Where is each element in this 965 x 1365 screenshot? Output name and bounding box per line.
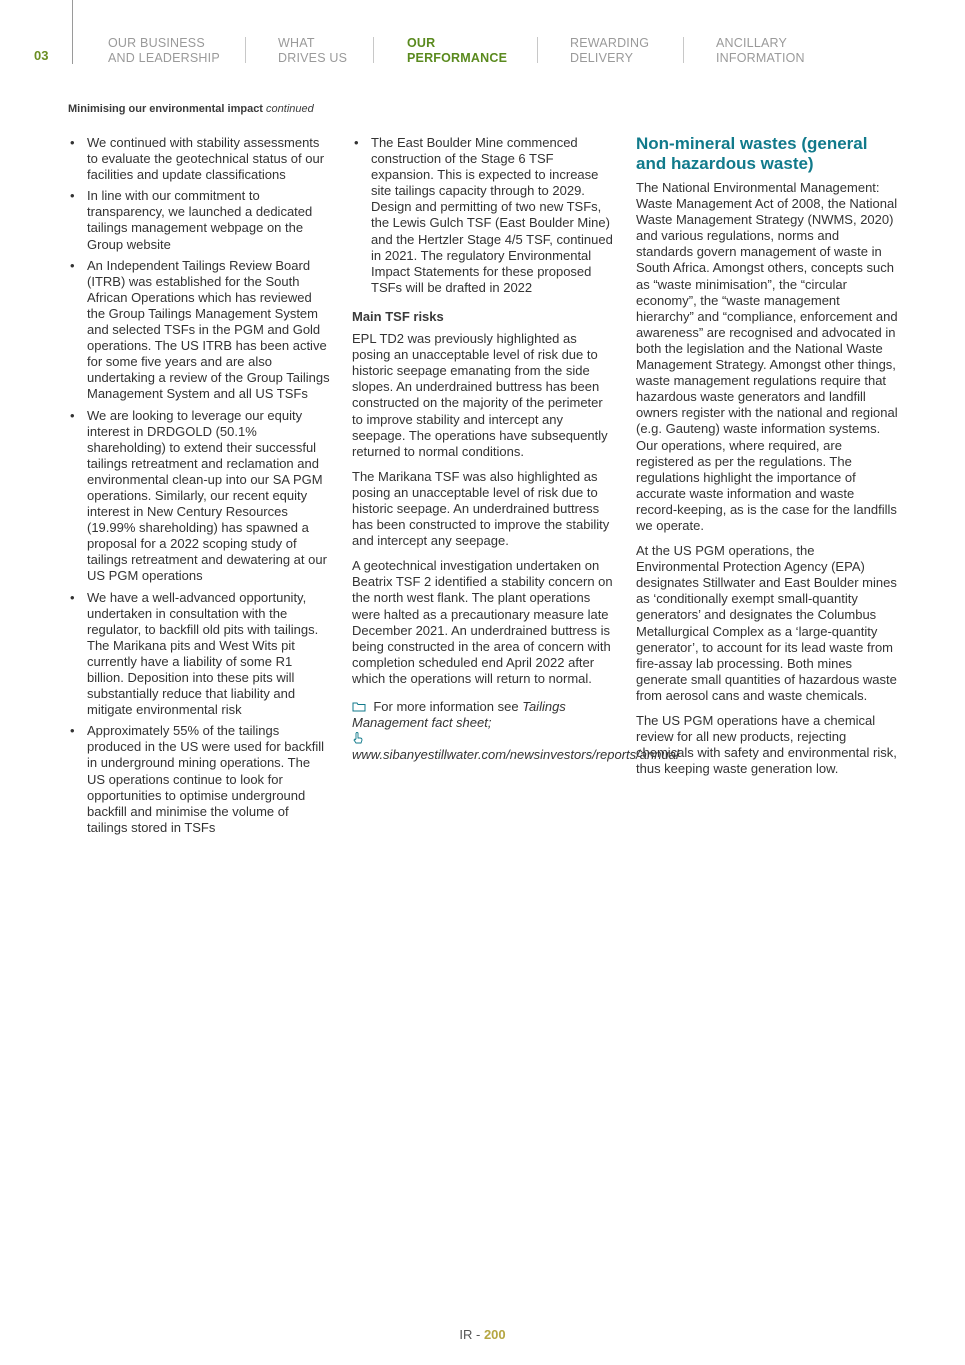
- list-item: • We have a well-advanced opportunity, undertaken in consultation with the regulator, to backfill old pits with tailings. The Marikana pits and West Wits pit currently have a liability of some R1 billion. Deposition into these pits will substantially reduce that liability and mitigate environmental risk: [68, 590, 330, 719]
- page-header: [0, 0, 965, 90]
- column-2: [352, 135, 679, 763]
- heading-non-mineral-wastes: Non-mineral wastes (general and hazardous waste): [636, 134, 868, 173]
- nav-label: OUR: [407, 36, 436, 50]
- nav-label: AND LEADERSHIP: [108, 51, 220, 65]
- section-title: [68, 103, 314, 115]
- list-item: • The East Boulder Mine commenced construction of the Stage 6 TSF expansion. This is expected to increase site tailings capacity through to 2029. Design and permitting of two new TSFs, the Lewis Gulch TSF (East Boulder Mine) and the Hertzler Stage 4/5 TSF, continued in 2021. The regulatory Environmental Impact Statements for these proposed TSFs will be drafted in 2022: [352, 135, 614, 296]
- nav-rewarding-delivery[interactable]: [570, 36, 649, 66]
- section-title-continued: continued: [266, 103, 314, 115]
- paragraph: A geotechnical investigation undertaken on Beatrix TSF 2 identified a stability concern on the north west flank. The plant operations were halted as a precautionary measure late December 2021. An underdrained buttress is being constructed in the area of concern with completion scheduled end April 2022 after which the operations will return to normal.: [352, 558, 613, 686]
- nav-label: DRIVES US: [278, 51, 348, 65]
- list-item: • Approximately 55% of the tailings produced in the US were used for backfill in underground mining operations. The US operations continue to look for opportunities to optimise underground backfill and minimise the volume of tailings stored in TSFs: [68, 723, 330, 836]
- column-1: [68, 135, 330, 841]
- paragraph: The US PGM operations have a chemical review for all new products, rejecting chemicals with safety and environmental risk, thus keeping waste generation low.: [636, 713, 897, 777]
- nav-label: DELIVERY: [570, 51, 634, 65]
- folder-icon: [352, 700, 369, 714]
- nav-our-business[interactable]: [108, 36, 220, 66]
- more-info-block: [352, 699, 679, 763]
- nav-label: OUR BUSINESS: [108, 36, 205, 50]
- nav-ancillary-information[interactable]: [716, 36, 805, 66]
- list-item: • We continued with stability assessments to evaluate the geotechnical status of our facilities and update classifications: [68, 135, 330, 183]
- column-3: [636, 134, 898, 786]
- page-footer: [0, 1327, 965, 1342]
- paragraph: EPL TD2 was previously highlighted as posing an unacceptable level of risk due to historic seepage emanating from the side slopes. An underdrained buttress has been constructed on the majority of the perimeter to improve stability and intercept any seepage. The operations have subsequently returned to normal conditions.: [352, 331, 608, 459]
- nav-separator: [683, 37, 684, 63]
- website-link-text: www.sibanyestillwater.com/newsinvestors/reports/annual: [352, 747, 679, 763]
- fact-sheet-link[interactable]: Tailings Management fact sheet;: [352, 699, 566, 731]
- list-item: • An Independent Tailings Review Board (ITRB) was established for the South African Operations which has reviewed the Group Tailings Management System and selected TSFs in the PGM and Gold operations. The US ITRB has been active for some five years and are also undertaking a review of the Group Tailings Management System and all US TSFs: [68, 258, 330, 403]
- list-item: • We are looking to leverage our equity interest in DRDGOLD (50.1% shareholding) to extend their successful tailings retreatment and reclamation and environmental clean-up into our SA PGM operations. Similarly, our recent equity interest in New Century Resources (19.99% shareholding) has spawned a proposal for a 2022 scoping study of tailings retreatment and dewatering at our US PGM operations: [68, 408, 330, 585]
- subheading-main-tsf-risks: Main TSF risks: [352, 308, 444, 324]
- nav-label: PERFORMANCE: [407, 51, 508, 65]
- more-info-prefix: For more information see: [373, 699, 519, 714]
- footer-prefix: IR -: [459, 1327, 481, 1342]
- pointer-icon: [352, 732, 363, 746]
- list-item: • In line with our commitment to transparency, we launched a dedicated tailings management webpage on the Group website: [68, 188, 330, 252]
- header-divider: [72, 0, 73, 64]
- nav-label: INFORMATION: [716, 51, 805, 65]
- nav-our-performance[interactable]: [407, 36, 507, 66]
- nav-what-drives-us[interactable]: [278, 36, 347, 66]
- website-link[interactable]: [352, 731, 679, 763]
- section-title-text: Minimising our environmental impact: [68, 103, 263, 115]
- nav-label: ANCILLARY: [716, 36, 788, 50]
- paragraph: The Marikana TSF was also highlighted as posing an unacceptable level of risk due to historic seepage. An underdrained buttress has been constructed to improve the stability and intercept any seepage.: [352, 468, 610, 549]
- page-number: 200: [483, 1327, 506, 1342]
- paragraph: The National Environmental Management: Waste Management Act of 2008, the National Waste Management Strategy (NWMS, 2020) and various regulations, norms and standards govern management of waste in South Africa. Amongst others, concepts such as “waste minimisation”, the “circular economy”, the “waste management hierarchy” and “compliance, enforcement and awareness” are recognised and advocated in both the legislation and the National Waste Management Strategy. Amongst other things, waste management regulations require that hazardous waste generators and landfill owners register with the national and regional (e.g. Gauteng) waste information systems. Our operations, where required, are registered as per the regulations. The regulations highlight the importance of accurate waste information and waste record-keeping, as is the case for the landfills we operate.: [636, 180, 898, 533]
- nav-label: REWARDING: [570, 36, 650, 50]
- nav-separator: [537, 37, 538, 63]
- bullet-list: [68, 135, 330, 836]
- section-number: 03: [34, 48, 49, 63]
- nav-label: WHAT: [278, 36, 315, 50]
- nav-separator: [373, 37, 374, 63]
- nav-separator: [245, 37, 246, 63]
- bullet-list: [352, 135, 614, 296]
- paragraph: At the US PGM operations, the Environmental Protection Agency (EPA) designates Stillwater and East Boulder mines as ‘conditionally exempt small-quantity generators’ and designates the Columbus Metallurgical Complex as a ‘large-quantity generator’, to account for its lead waste from fire-assay lab processing. Both mines generate small quantities of hazardous waste from aerosol cans and waste chemicals.: [636, 543, 897, 703]
